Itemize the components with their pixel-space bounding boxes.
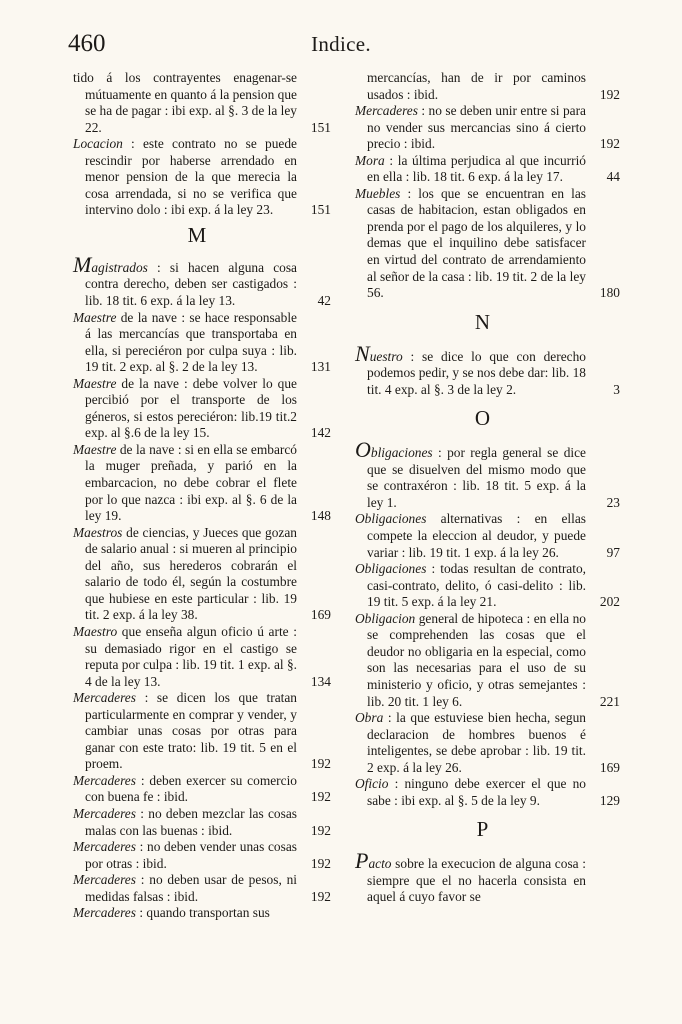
entry-page-ref: 202 (599, 594, 620, 610)
right-block-4 (355, 848, 620, 906)
entry-page-ref: 134 (310, 673, 331, 689)
index-entry (73, 624, 331, 690)
left-block-1 (73, 70, 331, 219)
entry-page-ref: 192 (310, 888, 331, 904)
entry-text: tido á los contrayentes enagenar-se mútuamente en quanto á la pension que se ha de pagar : ibi exp. al §. 3 de la ley 22. (73, 70, 297, 135)
entry-term: Mercaderes (73, 872, 136, 888)
entry-page-ref: 192 (599, 86, 620, 102)
entry-page-ref: 97 (606, 544, 620, 560)
entry-term: Mercaderes (73, 839, 136, 855)
drop-initial: O (355, 437, 371, 463)
entry-page-ref: 129 (599, 792, 620, 808)
entry-text: de la nave : si en ella se embarcó la muger preñada, y parió en la embarcacion, no debe cobrar el flete por lo que nazca : ibi exp. al §. 6 de la ley 19. (85, 441, 297, 524)
entry-text: mercancías, han de ir por caminos usados : ibid. (367, 70, 586, 102)
section-letter-o: O (474, 406, 491, 431)
index-entry (73, 442, 331, 525)
entry-text: : si hacen alguna cosa contra derecho, deben ser castigados : lib. 18 tit. 6 exp. á la ley 13. (85, 259, 297, 309)
entry-text: : se dice lo que con derecho podemos pedir, y se nos debe dar: lib. 18 tit. 4 exp. al §. 3 de la ley 2. (367, 348, 586, 397)
entry-text: : la última perjudica al que incurrió en ella : lib. 18 tit. 6 exp. á la ley 17. (367, 152, 586, 185)
index-entry (73, 525, 331, 624)
index-entry (355, 186, 620, 302)
right-column (355, 70, 620, 906)
entry-text: : los que se encuentran en las casas de habitacion, estan obligados en prenda por el pago de los alquileres, y lo demas que el inquilino debe satisfacer en virtud del contrato de arrendamiento al señor de la casa : lib. 19 tit. 2 de la ley 56. (367, 185, 586, 301)
entry-term: uestro (369, 348, 403, 364)
entry-term: Mercaderes (73, 805, 136, 821)
entry-page-ref: 192 (310, 822, 331, 838)
drop-initial: M (73, 251, 92, 277)
index-entry (73, 376, 331, 442)
index-entry (73, 839, 331, 872)
index-entry (73, 310, 331, 376)
entry-text: : ninguno debe exercer el que no sabe : ibi exp. al §. 5 de la ley 9. (367, 776, 586, 808)
entry-text: : se dicen los que tratan particularmente en comprar y vender, y cambiar unas cosas por otras para ganar con este trato: lib. 19 tit. 5 en el proem. (85, 690, 297, 772)
section-letter-m: M (187, 222, 207, 247)
entry-text: : este contrato no se puede rescindir por haberse arrendado en menor pension de la que merecia la cosa arrendada, si no se verifica que intervino dolo : ibi exp. á la ley 23. (85, 136, 297, 218)
entry-term: acto (368, 856, 392, 872)
index-entry (73, 136, 331, 219)
entry-page-ref: 151 (310, 119, 331, 135)
entry-term: Maestros (73, 524, 123, 540)
entry-page-ref: 151 (310, 202, 331, 218)
entry-page-ref: 3 (613, 381, 620, 397)
entry-text: que enseña algun oficio ú arte : su demasiado rigor en el castigo se reputa por culpa : lib. 19 tit. 1 exp. al §. 4 de la ley 13. (85, 623, 297, 689)
entry-text: general de hipoteca : en ella no se comprehenden las cosas que el deudor no obligaria en la especial, como son las necesarias para el uso de su ministerio y oficio, y otras semejantes : lib. 20 tit. 1 ley 6. (367, 610, 586, 709)
entry-page-ref: 23 (606, 494, 620, 510)
entry-term: Mercaderes (73, 690, 136, 706)
section-letter-n: N (474, 309, 491, 334)
entry-page-ref: 44 (606, 169, 620, 185)
drop-initial: P (355, 848, 369, 874)
index-entry (355, 848, 620, 906)
entry-text: de la nave : se hace responsable á las mercancías que transportaba en ella, si pereciéron por culpa suya : lib. 19 tit. 2 exp. al §. 2 de la ley 13. (85, 309, 297, 375)
entry-text: sobre la execucion de alguna cosa : siempre que el no hacerla consista en aquel á cuyo favor se (367, 856, 586, 905)
right-block-3 (355, 437, 620, 809)
entry-term: Maestro (73, 623, 118, 639)
entry-term: Mercaderes (73, 905, 136, 921)
index-entry (355, 153, 620, 186)
entry-text: : la que estuviese bien hecha, segun declaracion de hombres buenos é inteligentes, se debe aprobar : lib. 19 tit. 2 exp. á la ley 26. (367, 710, 586, 775)
section-letter-p: P (476, 817, 489, 842)
index-entry (73, 70, 331, 136)
left-block-2 (73, 251, 331, 922)
entry-text: : no deben usar de pesos, ni medidas falsas : ibid. (85, 872, 297, 904)
index-entry (355, 103, 620, 153)
entry-term: Maestre (73, 375, 117, 391)
index-entry (73, 690, 331, 773)
entry-page-ref: 169 (599, 759, 620, 775)
entry-text: : por regla general se dice que se disuelven del mismo modo que se contraxéron : lib. 18 tit. 5 exp. á la ley 1. (367, 445, 586, 510)
entry-page-ref: 148 (310, 508, 331, 524)
entry-text: de la nave : debe volver lo que percibió por el transporte de los géneros, si estos pereciéron: lib.19 tit.2 exp. al §.6 de la ley 15. (85, 375, 297, 441)
index-entry (73, 251, 331, 310)
entry-text: : deben exercer su comercio con buena fe : ibid. (85, 772, 297, 805)
index-entry (73, 905, 331, 922)
entry-page-ref: 180 (599, 285, 620, 301)
entry-term: Oficio (355, 776, 389, 792)
entry-term: bligaciones (370, 445, 433, 461)
entry-term: Obligacion (355, 610, 416, 626)
entry-text: : no deben vender unas cosas por otras : ibid. (85, 839, 297, 871)
index-entry (355, 511, 620, 561)
entry-term: agistrados (91, 259, 148, 275)
running-head: Indice. (311, 32, 371, 56)
entry-page-ref: 192 (599, 136, 620, 152)
index-entry (355, 710, 620, 776)
page-number: 460 (68, 30, 106, 57)
index-entry (355, 611, 620, 710)
index-entry (355, 70, 620, 103)
drop-initial: N (355, 340, 370, 366)
entry-page-ref: 142 (310, 425, 331, 441)
entry-term: Muebles (355, 185, 401, 201)
entry-text: de ciencias, y Jueces que gozan de salario anual : si mueren al principio del año, sus herederos cobrarán el salario de todo él, según la costumbre que hubiese en este particular : lib. 19 tit. 2 exp. á la ley 38. (85, 524, 297, 623)
entry-text: : quando transportan sus (135, 905, 270, 921)
entry-term: Obligaciones (355, 511, 427, 527)
right-block-1 (355, 70, 620, 302)
entry-page-ref: 192 (310, 756, 331, 772)
entry-page-ref: 131 (310, 359, 331, 375)
index-entry (73, 872, 331, 905)
entry-term: Mora (355, 152, 385, 168)
entry-text: : todas resultan de contrato, casi-contrato, delito, ó casi-delito : lib. 19 tit. 5 exp. á la ley 21. (367, 561, 586, 610)
entry-term: Obligaciones (355, 561, 427, 577)
entry-page-ref: 169 (310, 607, 331, 623)
index-entry (73, 773, 331, 806)
index-entry (73, 806, 331, 839)
right-block-2 (355, 340, 620, 399)
index-entry (355, 437, 620, 511)
entry-term: Obra (355, 710, 384, 726)
entry-term: Mercaderes (73, 772, 136, 788)
entry-text: : no deben mezclar las cosas malas con las buenas : ibid. (85, 805, 297, 838)
entry-page-ref: 192 (310, 855, 331, 871)
index-entry (355, 776, 620, 809)
left-column (73, 70, 331, 922)
entry-page-ref: 221 (599, 693, 620, 709)
index-entry (355, 561, 620, 611)
entry-text: : no se deben unir entre si para no vender sus mercancias sino á cierto precio : ibid. (367, 103, 586, 152)
entry-page-ref: 192 (310, 789, 331, 805)
entry-page-ref: 42 (317, 293, 331, 309)
entry-text: alternativas : en ellas compete la eleccion al deudor, y puede variar : lib. 19 tit. 1 exp. á la ley 26. (367, 511, 586, 560)
entry-term: Locacion (73, 136, 123, 152)
entry-term: Maestre (73, 309, 117, 325)
index-entry (355, 340, 620, 399)
entry-term: Mercaderes (355, 103, 418, 119)
entry-term: Maestre (73, 441, 117, 457)
